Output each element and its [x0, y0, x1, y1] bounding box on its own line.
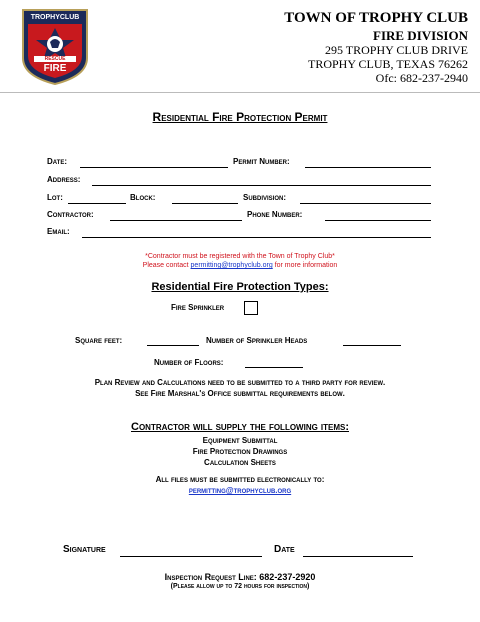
sprinkler-heads-field[interactable]: [343, 345, 401, 346]
plan-review-line-1: Plan Review and Calculations need to be submitted to a third party for review.: [94, 378, 386, 387]
types-heading: Residential Fire Protection Types:: [151, 281, 329, 293]
inspection-note: (Please allow up to 72 hours for inspection): [170, 583, 310, 590]
phone-number-field[interactable]: [325, 220, 431, 221]
permit-number-field[interactable]: [305, 167, 431, 168]
address-line-1: 295 TROPHY CLUB DRIVE: [324, 43, 468, 57]
contractor-note: *Contractor must be registered with the Town of Trophy Club*: [145, 253, 335, 260]
signature-date-field[interactable]: [303, 556, 413, 557]
logo-bottom-text: FIRE: [43, 63, 67, 74]
fire-department-logo: [20, 6, 90, 86]
submit-email-line: [0, 486, 480, 495]
block-field[interactable]: [172, 203, 238, 204]
contact-suffix: for more information: [274, 262, 338, 269]
signature-field[interactable]: [120, 556, 262, 557]
signature-date-label: Date: [274, 544, 295, 555]
square-feet-label: Square feet:: [75, 336, 123, 345]
permit-number-label: Permit Number:: [233, 157, 290, 166]
signature-label: Signature: [63, 544, 106, 555]
lot-field[interactable]: [68, 203, 126, 204]
inspection-request-line: Inspection Request Line: 682-237-2920: [164, 572, 316, 582]
address-field[interactable]: [92, 185, 431, 186]
fire-sprinkler-checkbox[interactable]: [244, 301, 258, 315]
date-field[interactable]: [80, 167, 228, 168]
item-equipment-submittal: Equipment Submittal: [202, 436, 278, 445]
org-name: TOWN OF TROPHY CLUB: [284, 10, 468, 26]
fire-sprinkler-label: Fire Sprinkler: [171, 303, 225, 312]
form-title: Residential Fire Protection Permit: [152, 110, 328, 124]
logo-top-text: TROPHYCLUB: [30, 14, 80, 21]
logo-mid-text: RESCUE: [44, 56, 66, 62]
division-name: FIRE DIVISION: [373, 28, 468, 43]
address-label: Address:: [47, 175, 81, 184]
date-label: Date:: [47, 157, 67, 166]
subdivision-label: Subdivision:: [243, 193, 287, 202]
lot-label: Lot:: [47, 193, 63, 202]
block-label: Block:: [130, 193, 156, 202]
submit-email-link[interactable]: permitting@trophyclub.org: [188, 486, 292, 495]
header-divider: [0, 92, 480, 93]
contact-email-link[interactable]: permitting@trophyclub.org: [190, 262, 273, 269]
contact-line: [0, 262, 480, 269]
item-calculation-sheets: Calculation Sheets: [204, 458, 276, 467]
office-phone: Ofc: 682-237-2940: [375, 71, 468, 85]
supply-heading: Contractor will supply the following items:: [131, 421, 349, 433]
contractor-field[interactable]: [110, 220, 242, 221]
electronic-submission-note: All files must be submitted electronically to:: [155, 475, 325, 484]
email-field[interactable]: [82, 237, 431, 238]
sprinkler-heads-label: Number of Sprinkler Heads: [206, 336, 308, 345]
address-line-2: TROPHY CLUB, TEXAS 76262: [307, 57, 468, 71]
floors-label: Number of Floors:: [154, 358, 224, 367]
phone-number-label: Phone Number:: [247, 210, 303, 219]
email-label: Email:: [47, 227, 70, 236]
contractor-label: Contractor:: [47, 210, 94, 219]
subdivision-field[interactable]: [300, 203, 431, 204]
contact-prefix: Please contact: [142, 262, 189, 269]
floors-field[interactable]: [245, 367, 303, 368]
item-fire-protection-drawings: Fire Protection Drawings: [192, 447, 288, 456]
square-feet-field[interactable]: [147, 345, 199, 346]
plan-review-line-2: See Fire Marshal's Office submittal requirements below.: [135, 389, 345, 398]
